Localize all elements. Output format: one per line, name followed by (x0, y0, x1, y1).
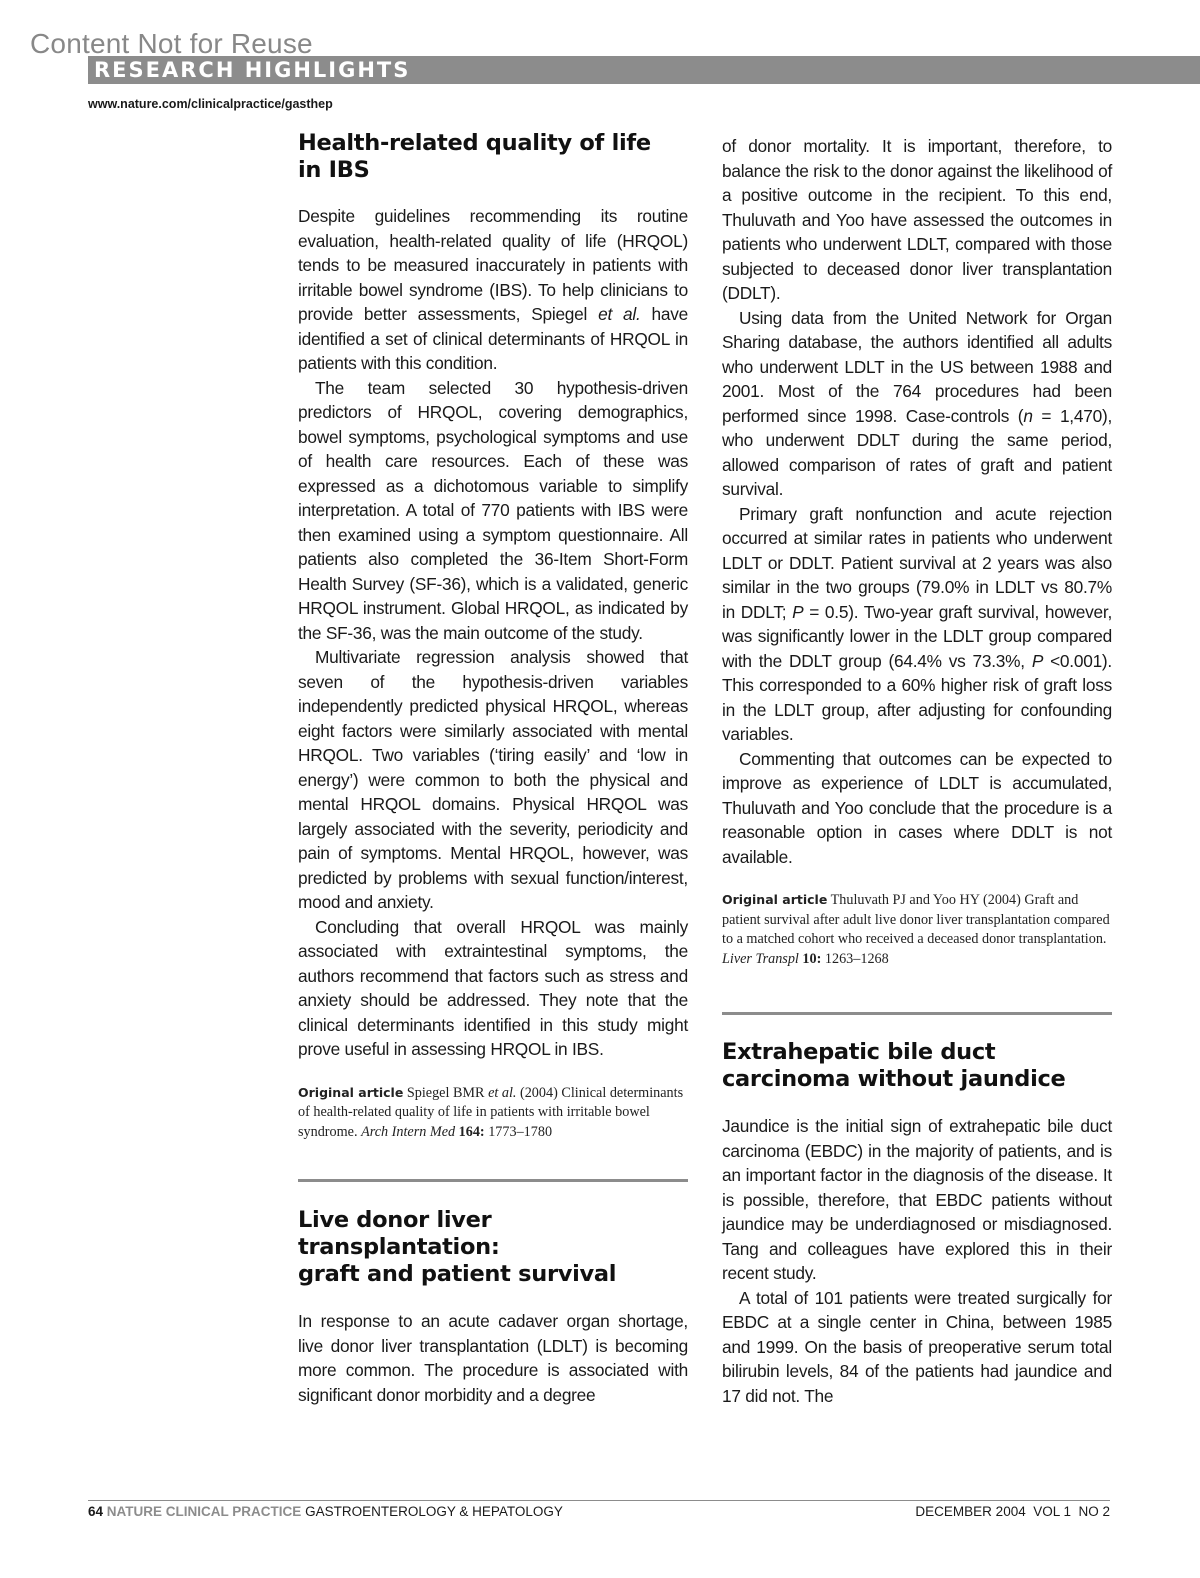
article-ibs-paragraph-3: Multivariate regression analysis showed that seven of the hypothesis-driven variables independently predicted physical HRQOL, whereas eight factors were similarly associated with mental HRQOL. Two variables (‘tiring easily’ and ‘low in energy’) were common to both the physical and mental HRQOL domains. Physical HRQOL was largely associated with the severity, periodicity and pain of symptoms. Mental HRQOL, however, was predicted by problems with sexual function/interest, mood and anxiety. (298, 647, 688, 912)
article-ibs-paragraph-2: The team selected 30 hypothesis-driven predictors of HRQOL, covering demographics, bowel symptoms, psychological symptoms and use of health care resources. Each of these was expressed as a dichotomous variable to simplify interpretation. A total of 770 patients with IBS were then examined using a symptom questionnaire. All patients also completed the 36-Item Short-Form Health Survey (SF-36), which is a validated, generic HRQOL instrument. Global HRQOL, as indicated by the SF-36, was the main outcome of the study. (298, 377, 688, 643)
article-ldlt-title-line1: Live donor liver transplantation: (298, 1207, 500, 1260)
footer-divider (88, 1500, 1110, 1501)
article-ibs-title-line2: in IBS (298, 157, 370, 183)
issue-info: DECEMBER 2004 VOL 1 NO 2 (915, 1504, 1110, 1519)
article-ebdc-title-line1: Extrahepatic bile duct (722, 1039, 996, 1065)
article-ebdc-title (722, 1039, 1112, 1093)
journal-name: NATURE CLINICAL PRACTICE (106, 1504, 302, 1519)
journal-section: GASTROENTEROLOGY & HEPATOLOGY (305, 1504, 563, 1519)
article-ibs-title (298, 130, 688, 184)
article-ldlt-paragraph-1-start: In response to an acute cadaver organ shortage, live donor liver transplantation (LDLT) is becoming more common. The procedure is associated with significant donor morbidity and a degree (298, 1311, 688, 1405)
article-ibs-title-line1: Health-related quality of life (298, 130, 651, 156)
article-ibs-paragraph-4: Concluding that overall HRQOL was mainly associated with extraintestinal symptoms, the authors recommend that factors such as stress and anxiety should be addressed. They note that the clinical determinants identified in this study might prove useful in assessing HRQOL in IBS. (298, 916, 688, 1059)
article-ebdc-paragraph-2: A total of 101 patients were treated surgically for EBDC at a single center in China, between 1985 and 1999. On the basis of preoperative serum total bilirubin levels, 84 of the patients had jaundice and 17 did not. The (722, 1287, 1112, 1406)
article-ldlt-paragraph-1-end: of donor mortality. It is important, therefore, to balance the risk to the donor against the likelihood of a positive outcome in the recipient. To this end, Thuluvath and Yoo have assessed the outcomes in patients who underwent LDLT, compared with those subjected to deceased donor liver transplantation (DDLT). (722, 136, 1112, 303)
article-ibs-paragraph-1: Despite guidelines recommending its routine evaluation, health-related quality of life (HRQOL) tends to be measured inaccurately in patients with irritable bowel syndrome (IBS). To help clinicians to provide better assessments, Spiegel et al. have identified a set of clinical determinants of HRQOL in patients with this condition. (298, 206, 688, 373)
article-ldlt-paragraph-2: Using data from the United Network for Organ Sharing database, the authors identified all adults who underwent LDLT in the US between 1988 and 2001. Most of the 764 procedures had been performed since 1998. Case-controls (n = 1,470), who underwent DDLT during the same period, allowed comparison of rates of graft and patient survival. (722, 307, 1113, 499)
left-column (298, 130, 688, 1407)
article-ebdc-title-line2: carcinoma without jaundice (722, 1066, 1066, 1092)
article-ldlt-paragraph-4: Commenting that outcomes can be expected to improve as experience of LDLT is accumulated, Thuluvath and Yoo conclude that the procedure is a reasonable option in cases where DDLT is not available. (722, 748, 1112, 867)
article-ldlt-title-line2: graft and patient survival (298, 1261, 617, 1287)
article-ldlt-title (298, 1207, 688, 1288)
right-column (722, 134, 1112, 1408)
article-ebdc-paragraph-1: Jaundice is the initial sign of extrahepatic bile duct carcinoma (EBDC) in the majority of patients, and is an important factor in the diagnosis of the disease. It is possible, therefore, that EBDC patients without jaundice may be underdiagnosed or misdiagnosed. Tang and colleagues have explored this in their recent study. (722, 1116, 1112, 1283)
watermark: Content Not for Reuse (30, 28, 313, 59)
page-footer (88, 1503, 1110, 1521)
article-ibs-reference: Original article Spiegel BMR et al. (2004) Clinical determinants of health-related quality of life in patients with irritable bowel syndrome. Arch Intern Med 164: 1773–1780 (298, 1084, 684, 1140)
section-banner (88, 56, 1200, 84)
article-ldlt-reference: Original article Thuluvath PJ and Yoo HY (2004) Graft and patient survival after adult live donor liver transplantation compared to a matched cohort who received a deceased donor transplantation. Liver Transpl 10: 1263–1268 (722, 892, 1110, 967)
section-banner-label: RESEARCH HIGHLIGHTS (94, 58, 411, 82)
journal-url[interactable]: www.nature.com/clinicalpractice/gasthep (88, 97, 333, 111)
page-number: 64 (88, 1504, 104, 1519)
article-ldlt-paragraph-3: Primary graft nonfunction and acute rejection occurred at similar rates in patients who underwent LDLT or DDLT. Patient survival at 2 years was also similar in the two groups (79.0% in LDLT vs 80.7% in DDLT; P = 0.5). Two-year graft survival, however, was significantly lower in the LDLT group compared with the DDLT group (64.4% vs 73.3%, P <0.001). This corresponded to a 60% higher risk of graft loss in the LDLT group, after adjusting for confounding variables. (722, 503, 1112, 744)
